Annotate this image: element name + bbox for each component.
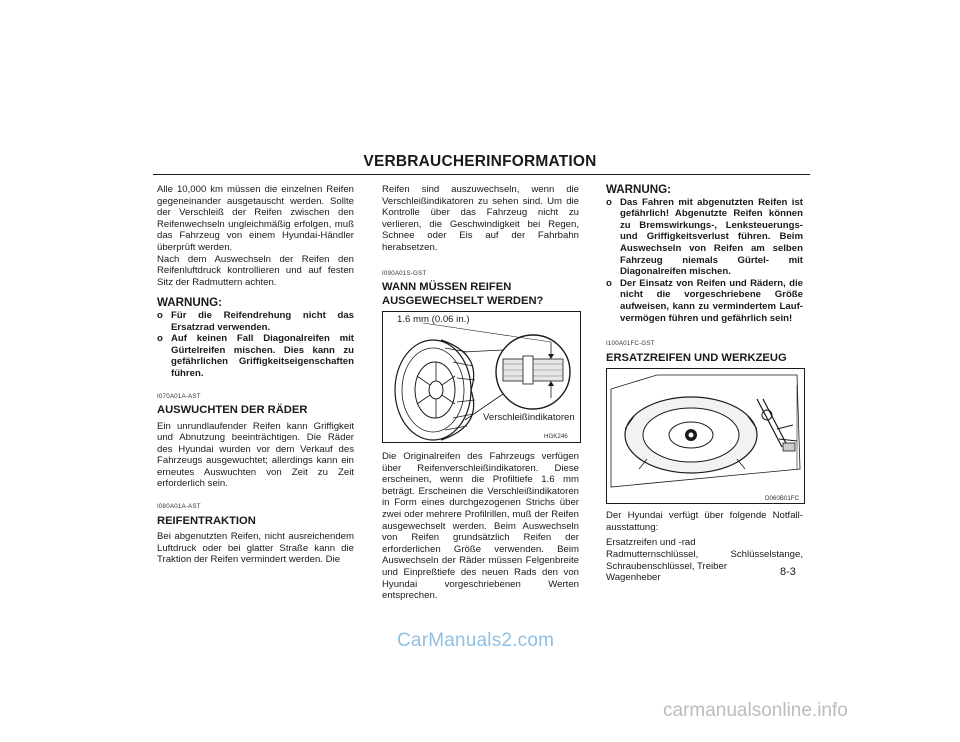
equipment-item: Ersatzreifen und -rad [606,537,696,549]
header-rule [153,174,810,175]
warning-item: o Das Fahren mit abgenutzten Reifen ist gefährlich! Abgenutzte Reifen können zu Bremswirkungs-, Lenksteuerungs- und Griffigkeitsverlust führen. Beim Auswechseln von Reifen am selben Fahrzeug niemals Gürtel- mit Diagonalreifen mischen. [606,196,803,278]
page-title: VERBRAUCHERINFORMATION [363,153,597,170]
pressure-paragraph: Nach dem Auswechseln der Reifen den Reifenluftdruck kontrollieren und auf festen Sitz der Radmuttern achten. [157,253,354,288]
footer-watermark: carmanualsonline.info [663,700,848,721]
tread-depth-label: 1.6 mm (0.06 in.) [397,313,470,325]
bullet-icon: o [606,277,612,289]
column-3 [606,184,803,584]
warning-title: WARNUNG: [157,296,223,310]
page-number: 8-3 [780,566,796,578]
spare-tire-illustration [607,369,804,503]
warning-item: o Für die Reifendrehung nicht das Ersatzrad verwenden. [157,309,354,333]
warning-list [157,310,354,380]
column-2 [382,184,579,602]
rotation-paragraph: Alle 10,000 km müssen die einzelnen Reifen gegeneinander ausgetauscht werden. Sollte der Verschleiß der Reifen zwischen den Reifenwechseln ungleichmäßig erfolgen, muß das Fahrzeug von einem Hyundai-Händler überprüft werden. [157,184,354,253]
warning-item: o Auf keinen Fall Diagonalreifen mit Gürtelreifen mischen. Dies kann zu gefährlichen Griffigkeitseigenschaften führen. [157,333,354,379]
indicator-paragraph: Die Originalreifen des Fahrzeugs verfügen über Reifenverschleißindikatoren. Diese erscheinen, wenn die Profiltiefe 1.6 mm beträgt. Erscheinen die Verschleißindikatoren in Form eines durchgezogenen Strichs über zwei oder mehrere Profilrillen, muß der Reifen ausgewechselt werden. Beim Auswechseln von Reifen grundsätzlich Reifen der erforderlichen Größe verwenden. Beim Auswechseln der Räder müssen Felgenbreite und Einpreßtiefe des neuen Rads den von Hyundai vorgeschriebenen Werten entsprechen. [382,450,579,602]
warning-list [606,197,803,325]
section-code: I090A01S-GST [382,269,427,277]
traction-paragraph: Bei abgenutzten Reifen, nicht ausreichendem Luftdruck oder bei glatter Straße kann die Traktion der Reifen vermindert werden. Die [157,531,354,566]
section-title-balancing: AUSWUCHTEN DER RÄDER [157,404,308,417]
equipment-intro: Der Hyundai verfügt über folgende Notfall-ausstattung: [606,510,803,533]
equipment-item: Wagenheber [606,572,661,584]
equipment-item: Radmutternschlüssel, Schlüsselstange, Schraubenschlüssel, Treiber [606,548,803,572]
section-code: I070A01A-AST [157,392,201,400]
wear-indicator-label: Verschleißindikatoren [483,411,575,423]
section-title-replace: WANN MÜSSEN REIFEN AUSGEWECHSELT WERDEN? [382,281,544,307]
section-code: I100A01FC-GST [606,340,655,348]
site-watermark[interactable]: CarManuals2.com [397,630,555,651]
section-code: I080A01A-AST [157,503,201,511]
balancing-paragraph: Ein unrundlaufender Reifen kann Griffigkeit und Abnutzung beeinträchtigen. Die Räder des Hyundai wurden vor dem Verkauf des Fahrzeugs ausgewuchtet; allerdings kann ein erneutes Auswuchten von Zeit zu Zeit erforderlich sein. [157,420,354,490]
bullet-icon: o [157,309,163,321]
bullet-icon: o [157,333,163,345]
figure-code: D060B01FC [765,495,800,503]
tread-wear-figure [382,311,581,443]
spare-tire-figure [606,368,805,504]
figure-code: HGK246 [544,432,568,440]
warning-item: o Der Einsatz von Reifen und Rädern, die nicht die vorgeschriebene Größe aufweisen, kann zu vermindertem Lauf-vermögen führen und gefährlich sein! [606,277,803,324]
warning-title: WARNUNG: [606,183,672,196]
column-1 [157,184,354,566]
section-title-spare: ERSATZREIFEN UND WERKZEUG [606,351,787,364]
continued-paragraph: Reifen sind auszuwechseln, wenn die Verschleißindikatoren zu sehen sind. Um die Kontrolle über das Fahrzeug nicht zu verlieren, die Geschwindigkeit bei Regen, Schnee oder Eis auf der Fahrbahn herabsetzen. [382,184,579,253]
section-title-traction: REIFENTRAKTION [157,514,256,527]
bullet-icon: o [606,196,612,208]
